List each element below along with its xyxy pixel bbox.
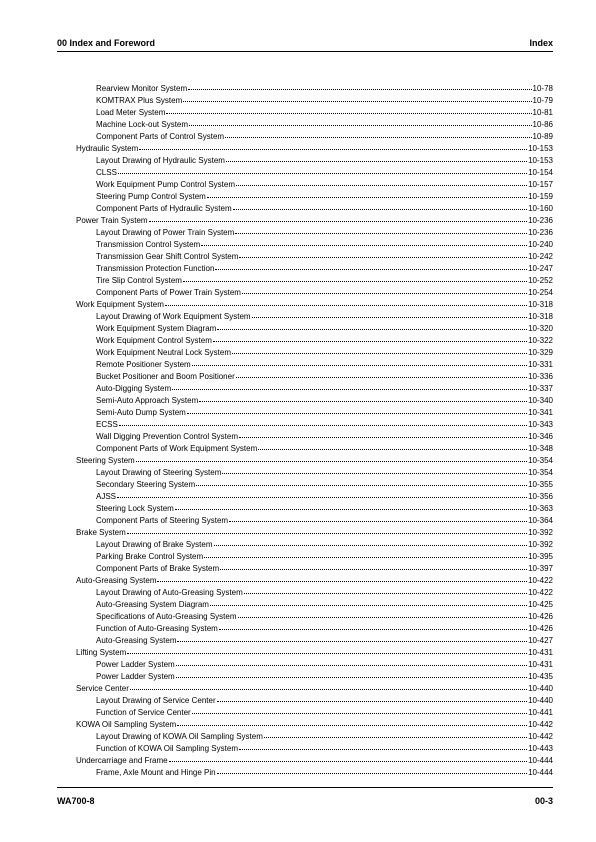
- toc-entry-title: Component Parts of Control System: [96, 132, 225, 141]
- toc-entry-page: 10-79: [532, 96, 553, 105]
- toc-entry-title: ECSS: [96, 420, 118, 429]
- toc-entry-page: 10-364: [528, 516, 553, 525]
- toc-entry-title: Component Parts of Brake System: [96, 564, 220, 573]
- toc-entry-page: 10-153: [528, 156, 553, 165]
- toc-dot-leader: [220, 561, 527, 570]
- header-divider: [57, 51, 553, 52]
- toc-dot-leader: [127, 525, 527, 534]
- toc-entry-page: 10-363: [528, 504, 553, 513]
- toc-entry-title: Frame, Axle Mount and Hinge Pin: [96, 768, 216, 777]
- toc-entry-title: Service Center: [76, 684, 129, 693]
- toc-entry-page: 10-346: [528, 432, 553, 441]
- toc-entry-title: KOWA Oil Sampling System: [76, 720, 177, 729]
- toc-entry-title: Rearview Monitor System: [96, 84, 188, 93]
- toc-entry-page: 10-343: [528, 420, 553, 429]
- toc-dot-leader: [172, 381, 527, 390]
- toc-dot-leader: [175, 501, 527, 510]
- toc-entry-page: 10-356: [528, 492, 553, 501]
- toc-dot-leader: [199, 393, 527, 402]
- toc-dot-leader: [239, 429, 527, 438]
- toc-entry-page: 10-348: [528, 444, 553, 453]
- toc-entry-title: Component Parts of Steering System: [96, 516, 229, 525]
- toc-entry-title: Steering Pump Control System: [96, 192, 206, 201]
- toc-dot-leader: [252, 309, 527, 318]
- toc-entry-page: 10-392: [528, 540, 553, 549]
- toc-entry-page: 10-395: [528, 552, 553, 561]
- toc-entry-page: 10-322: [528, 336, 553, 345]
- toc-entry-title: Layout Drawing of Hydraulic System: [96, 156, 225, 165]
- toc-entry-title: Brake System: [76, 528, 126, 537]
- toc-entry-page: 10-442: [528, 732, 553, 741]
- toc-dot-leader: [177, 717, 527, 726]
- toc-subsection-entry[interactable]: [76, 766, 553, 778]
- toc-dot-leader: [127, 645, 527, 654]
- toc-dot-leader: [136, 453, 527, 462]
- toc-entry-title: Auto-Digging System: [96, 384, 172, 393]
- toc-dot-leader: [210, 597, 527, 606]
- toc-dot-leader: [207, 189, 527, 198]
- toc-entry-page: 10-159: [528, 192, 553, 201]
- toc-dot-leader: [236, 177, 527, 186]
- toc-dot-leader: [118, 165, 527, 174]
- toc-dot-leader: [213, 333, 527, 342]
- toc-entry-title: Work Equipment Pump Control System: [96, 180, 236, 189]
- table-of-contents: [76, 82, 553, 778]
- toc-dot-leader: [189, 117, 531, 126]
- toc-entry-page: 10-422: [528, 588, 553, 597]
- toc-entry-title: Transmission Protection Function: [96, 264, 215, 273]
- toc-entry-page: 10-354: [528, 456, 553, 465]
- toc-dot-leader: [192, 357, 527, 366]
- toc-entry-title: Steering Lock System: [96, 504, 174, 513]
- toc-entry-title: Specifications of Auto-Greasing System: [96, 612, 237, 621]
- toc-entry-page: 10-441: [528, 708, 553, 717]
- toc-entry-title: Semi-Auto Approach System: [96, 396, 199, 405]
- toc-entry-title: Transmission Gear Shift Control System: [96, 252, 239, 261]
- toc-entry-page: 10-431: [528, 648, 553, 657]
- toc-entry-page: 10-425: [528, 600, 553, 609]
- toc-entry-title: Layout Drawing of Power Train System: [96, 228, 235, 237]
- toc-dot-leader: [183, 93, 531, 102]
- toc-dot-leader: [215, 261, 527, 270]
- toc-entry-page: 10-397: [528, 564, 553, 573]
- toc-dot-leader: [239, 249, 527, 258]
- toc-dot-leader: [226, 153, 527, 162]
- toc-dot-leader: [222, 465, 527, 474]
- toc-entry-page: 10-81: [532, 108, 553, 117]
- toc-entry-title: Layout Drawing of KOWA Oil Sampling System: [96, 732, 263, 741]
- toc-entry-page: 10-435: [528, 672, 553, 681]
- footer-page-number: 00-3: [534, 796, 553, 806]
- toc-entry-title: Function of KOWA Oil Sampling System: [96, 744, 238, 753]
- toc-entry-page: 10-440: [528, 696, 553, 705]
- toc-dot-leader: [177, 633, 527, 642]
- toc-dot-leader: [217, 765, 527, 774]
- toc-dot-leader: [204, 549, 527, 558]
- toc-dot-leader: [229, 513, 527, 522]
- toc-entry-title: Component Parts of Work Equipment System: [96, 444, 258, 453]
- toc-entry-title: Component Parts of Hydraulic System: [96, 204, 232, 213]
- toc-dot-leader: [196, 477, 527, 486]
- toc-entry-page: 10-341: [528, 408, 553, 417]
- toc-entry-page: 10-320: [528, 324, 553, 333]
- toc-entry-title: Layout Drawing of Work Equipment System: [96, 312, 251, 321]
- toc-entry-title: Load Meter System: [96, 108, 166, 117]
- header-index-label: Index: [529, 38, 553, 48]
- toc-entry-title: Lifting System: [76, 648, 127, 657]
- toc-dot-leader: [188, 81, 531, 90]
- toc-entry-page: 10-431: [528, 660, 553, 669]
- toc-entry-title: Bucket Positioner and Boom Positioner: [96, 372, 235, 381]
- toc-entry-title: Auto-Greasing System: [96, 636, 177, 645]
- toc-entry-title: Power Train System: [76, 216, 148, 225]
- toc-entry-title: Work Equipment System: [76, 300, 164, 309]
- toc-entry-page: 10-153: [528, 144, 553, 153]
- toc-entry-title: Layout Drawing of Steering System: [96, 468, 222, 477]
- toc-dot-leader: [157, 573, 527, 582]
- toc-entry-title: Component Parts of Power Train System: [96, 288, 241, 297]
- toc-dot-leader: [201, 237, 527, 246]
- toc-entry-page: 10-160: [528, 204, 553, 213]
- toc-entry-page: 10-236: [528, 228, 553, 237]
- toc-entry-page: 10-329: [528, 348, 553, 357]
- toc-dot-leader: [232, 345, 527, 354]
- toc-entry-page: 10-157: [528, 180, 553, 189]
- toc-entry-title: Tire Slip Control System: [96, 276, 182, 285]
- toc-entry-page: 10-426: [528, 624, 553, 633]
- header-section-title: 00 Index and Foreword: [57, 38, 156, 48]
- toc-entry-page: 10-427: [528, 636, 553, 645]
- toc-entry-title: Layout Drawing of Service Center: [96, 696, 216, 705]
- toc-dot-leader: [119, 417, 527, 426]
- toc-dot-leader: [217, 693, 527, 702]
- page-footer: [57, 794, 553, 808]
- toc-dot-leader: [242, 285, 527, 294]
- toc-entry-title: Power Ladder System: [96, 672, 175, 681]
- toc-entry-page: 10-89: [532, 132, 553, 141]
- toc-dot-leader: [219, 621, 527, 630]
- toc-entry-title: Secondary Steering System: [96, 480, 196, 489]
- toc-entry-page: 10-78: [532, 84, 553, 93]
- toc-entry-page: 10-318: [528, 312, 553, 321]
- toc-dot-leader: [183, 273, 527, 282]
- toc-entry-title: Remote Positioner System: [96, 360, 191, 369]
- toc-entry-title: Hydraulic System: [76, 144, 139, 153]
- toc-entry-title: Work Equipment System Diagram: [96, 324, 217, 333]
- toc-dot-leader: [149, 213, 528, 222]
- toc-entry-page: 10-240: [528, 240, 553, 249]
- toc-dot-leader: [187, 405, 527, 414]
- toc-entry-title: Undercarriage and Frame: [76, 756, 168, 765]
- toc-entry-page: 10-422: [528, 576, 553, 585]
- toc-dot-leader: [176, 657, 527, 666]
- toc-entry-page: 10-444: [528, 756, 553, 765]
- footer-model-number: WA700-8: [57, 796, 95, 806]
- toc-dot-leader: [130, 681, 527, 690]
- toc-entry-page: 10-354: [528, 468, 553, 477]
- toc-entry-page: 10-236: [528, 216, 553, 225]
- toc-entry-page: 10-247: [528, 264, 553, 273]
- toc-entry-title: Semi-Auto Dump System: [96, 408, 186, 417]
- toc-entry-page: 10-242: [528, 252, 553, 261]
- toc-entry-title: Parking Brake Control System: [96, 552, 204, 561]
- toc-dot-leader: [192, 705, 527, 714]
- toc-entry-title: AJSS: [96, 492, 117, 501]
- toc-entry-title: Function of Service Center: [96, 708, 191, 717]
- toc-dot-leader: [139, 141, 527, 150]
- page-header: [57, 36, 553, 50]
- toc-entry-page: 10-443: [528, 744, 553, 753]
- toc-entry-page: 10-337: [528, 384, 553, 393]
- toc-entry-title: Auto-Greasing System: [76, 576, 157, 585]
- toc-entry-page: 10-440: [528, 684, 553, 693]
- toc-entry-page: 10-426: [528, 612, 553, 621]
- toc-entry-title: Layout Drawing of Brake System: [96, 540, 213, 549]
- toc-entry-page: 10-254: [528, 288, 553, 297]
- toc-dot-leader: [236, 369, 527, 378]
- toc-dot-leader: [169, 753, 527, 762]
- toc-entry-page: 10-252: [528, 276, 553, 285]
- footer-divider: [57, 787, 553, 788]
- toc-dot-leader: [239, 741, 527, 750]
- toc-entry-title: Wall Digging Prevention Control System: [96, 432, 238, 441]
- toc-dot-leader: [166, 105, 531, 114]
- toc-entry-page: 10-336: [528, 372, 553, 381]
- toc-entry-title: Transmission Control System: [96, 240, 201, 249]
- toc-entry-title: Work Equipment Neutral Lock System: [96, 348, 232, 357]
- toc-dot-leader: [165, 297, 527, 306]
- toc-entry-page: 10-340: [528, 396, 553, 405]
- toc-dot-leader: [235, 225, 527, 234]
- toc-entry-page: 10-331: [528, 360, 553, 369]
- toc-entry-page: 10-86: [532, 120, 553, 129]
- toc-entry-title: Auto-Greasing System Diagram: [96, 600, 209, 609]
- toc-entry-title: Machine Lock-out System: [96, 120, 189, 129]
- toc-dot-leader: [176, 669, 527, 678]
- toc-dot-leader: [264, 729, 527, 738]
- toc-dot-leader: [214, 537, 528, 546]
- toc-entry-page: 10-355: [528, 480, 553, 489]
- toc-entry-page: 10-318: [528, 300, 553, 309]
- toc-entry-page: 10-444: [528, 768, 553, 777]
- toc-entry-title: Layout Drawing of Auto-Greasing System: [96, 588, 243, 597]
- toc-entry-page: 10-154: [528, 168, 553, 177]
- toc-entry-title: Power Ladder System: [96, 660, 175, 669]
- toc-entry-page: 10-442: [528, 720, 553, 729]
- toc-entry-title: Work Equipment Control System: [96, 336, 212, 345]
- toc-entry-title: KOMTRAX Plus System: [96, 96, 183, 105]
- toc-dot-leader: [233, 201, 527, 210]
- toc-entry-title: Steering System: [76, 456, 135, 465]
- toc-dot-leader: [244, 585, 527, 594]
- toc-entry-title: CLSS: [96, 168, 117, 177]
- toc-dot-leader: [258, 441, 527, 450]
- toc-dot-leader: [117, 489, 527, 498]
- toc-entry-page: 10-392: [528, 528, 553, 537]
- toc-dot-leader: [225, 129, 531, 138]
- toc-dot-leader: [238, 609, 528, 618]
- toc-entry-title: Function of Auto-Greasing System: [96, 624, 218, 633]
- toc-dot-leader: [217, 321, 527, 330]
